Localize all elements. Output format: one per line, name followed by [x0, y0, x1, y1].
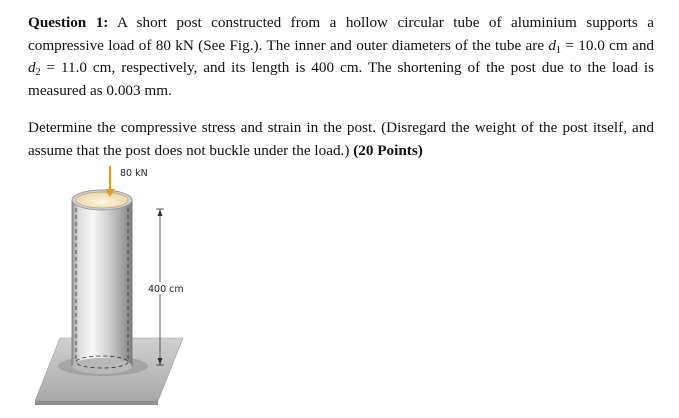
- tube-bottom-rim: [72, 358, 132, 374]
- d1-value: = 10.0 cm: [565, 36, 628, 54]
- post-figure: [30, 160, 210, 410]
- question-paragraph: [28, 12, 654, 102]
- base-plate-edge: [35, 401, 158, 405]
- tube-body: [72, 200, 132, 366]
- task-paragraph: [28, 117, 654, 162]
- tube-top-opening: [76, 192, 128, 208]
- length-label: 400 cm: [148, 284, 184, 295]
- d1-subscript: 1: [556, 44, 562, 56]
- d2-value: = 11.0 cm: [46, 59, 112, 76]
- question-text-part2: , respectively, and its length is 400 cm. The shortening of the post due to the load is measured as 0.003 mm.: [28, 59, 655, 99]
- load-label: 80 kN: [120, 168, 148, 179]
- d1-symbol: d: [548, 36, 557, 54]
- question-label: Question 1:: [28, 14, 109, 31]
- points-label: (20 Points): [353, 141, 423, 159]
- d2-symbol: d: [28, 59, 36, 76]
- and-word: and: [632, 36, 655, 54]
- task-text: Determine the compressive stress and strain in the post. (Disregard the weight of the post itself, and assume that the post does not buckle under the load.): [28, 119, 654, 159]
- d2-subscript: 2: [35, 67, 41, 78]
- question-text-part1: A short post constructed from a hollow circular tube of aluminium supports a compressive load of 80 kN (See Fig.). The inner and outer diameters of the tube are: [28, 14, 654, 54]
